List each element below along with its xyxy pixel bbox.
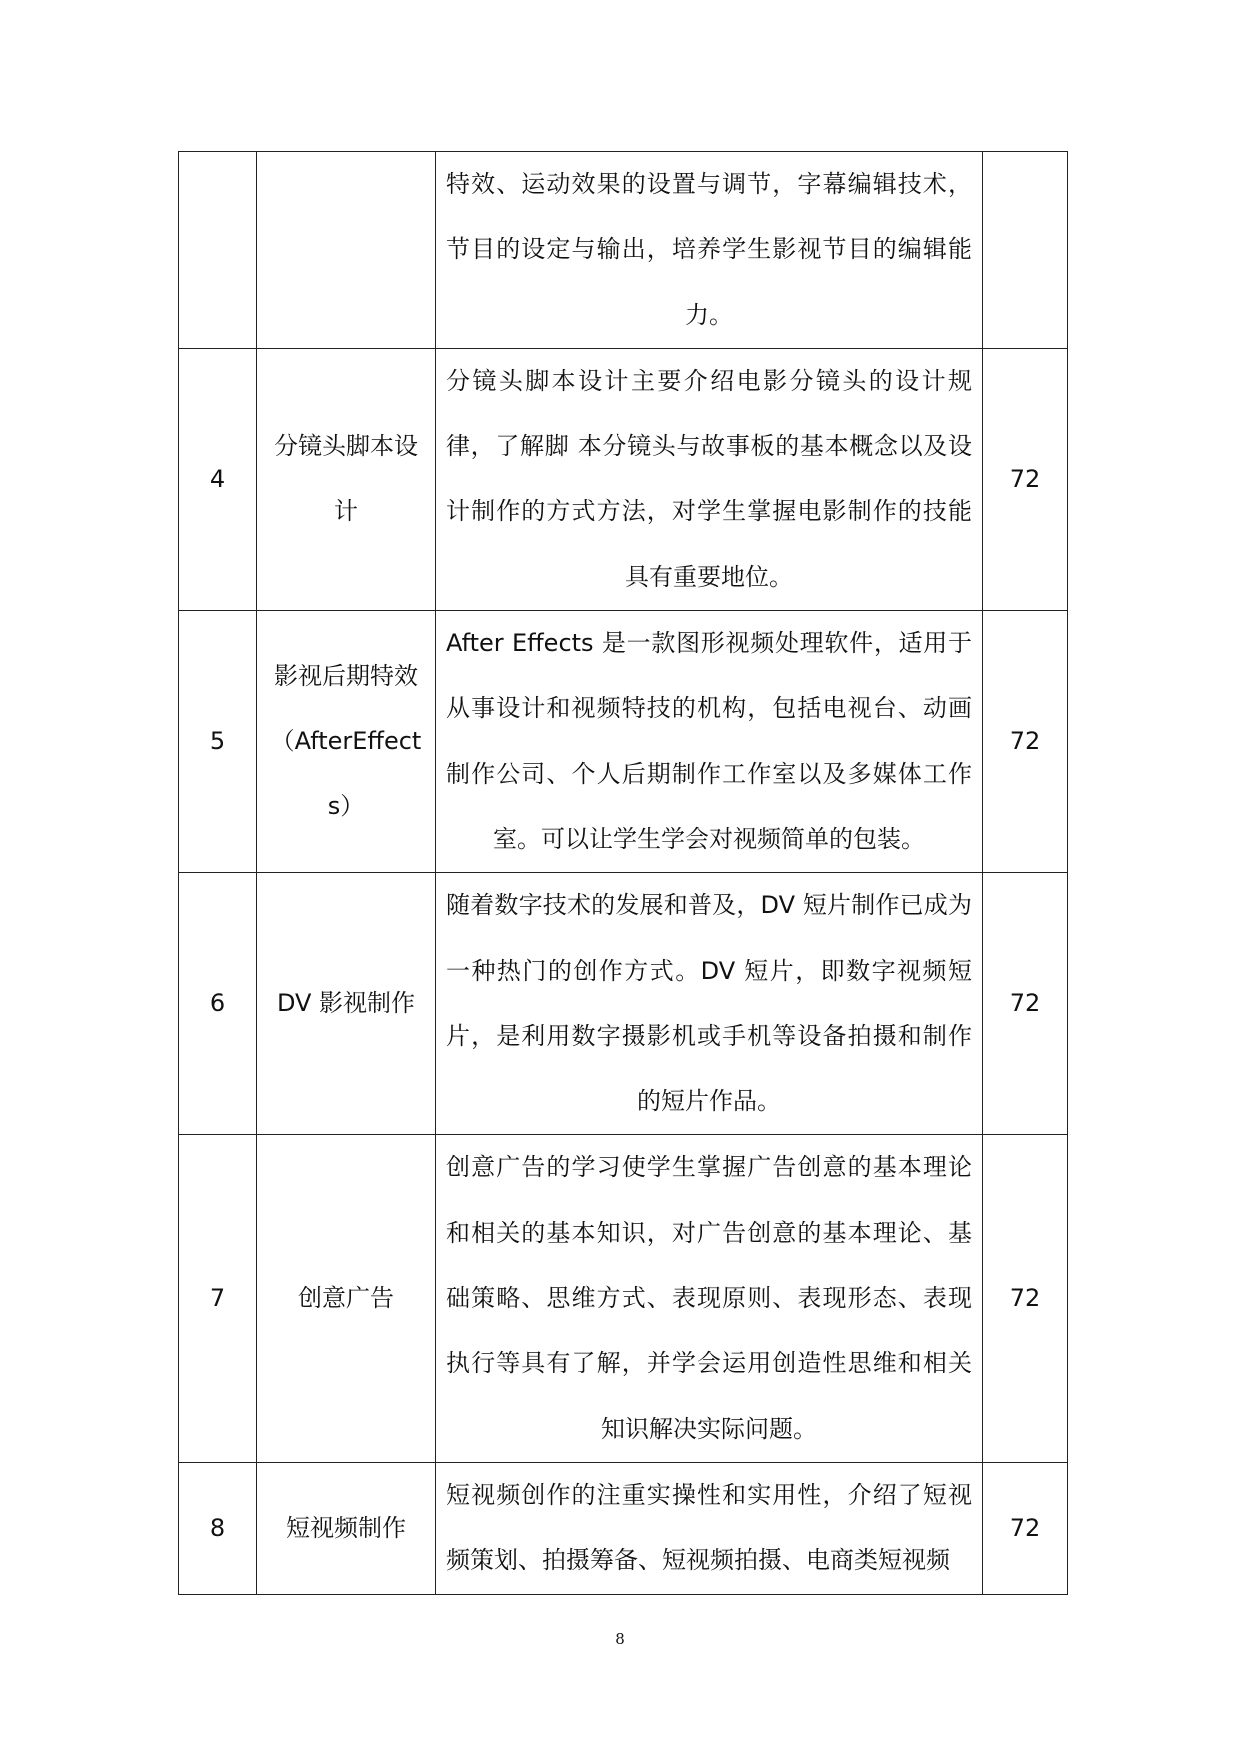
table-row (179, 1462, 1068, 1594)
table-row (179, 873, 1068, 1135)
table-row (179, 348, 1068, 610)
index-cell: 8 (179, 1462, 257, 1594)
hours-cell: 72 (983, 1135, 1068, 1462)
hours-cell (983, 152, 1068, 349)
description-cell: 随着数字技术的发展和普及，DV 短片制作已成为一种热门的创作方式。DV 短片，即数字视频短片，是利用数字摄影机或手机等设备拍摄和制作的短片作品。 (436, 873, 983, 1135)
course-name-cell (257, 152, 436, 349)
description-cell: After Effects 是一款图形视频处理软件，适用于从事设计和视频特技的机构，包括电视台、动画制作公司、个人后期制作工作室以及多媒体工作室。可以让学生学会对视频简单的包装。 (436, 611, 983, 873)
course-name-cell: 短视频制作 (257, 1462, 436, 1594)
table-row (179, 1135, 1068, 1462)
description-cell: 创意广告的学习使学生掌握广告创意的基本理论和相关的基本知识，对广告创意的基本理论、基础策略、思维方式、表现原则、表现形态、表现执行等具有了解，并学会运用创造性思维和相关知识解决实际问题。 (436, 1135, 983, 1462)
hours-cell: 72 (983, 873, 1068, 1135)
hours-cell: 72 (983, 348, 1068, 610)
course-name-cell: 分镜头脚本设计 (257, 348, 436, 610)
course-name-cell: 影视后期特效（AfterEffects） (257, 611, 436, 873)
index-cell: 5 (179, 611, 257, 873)
table-row (179, 152, 1068, 349)
course-name-cell: DV 影视制作 (257, 873, 436, 1135)
course-name-cell: 创意广告 (257, 1135, 436, 1462)
table-row (179, 611, 1068, 873)
description-cell: 分镜头脚本设计主要介绍电影分镜头的设计规律，了解脚 本分镜头与故事板的基本概念以及设计制作的方式方法，对学生掌握电影制作的技能具有重要地位。 (436, 348, 983, 610)
hours-cell: 72 (983, 1462, 1068, 1594)
index-cell: 7 (179, 1135, 257, 1462)
index-cell: 4 (179, 348, 257, 610)
hours-cell: 72 (983, 611, 1068, 873)
description-cell: 短视频创作的注重实操性和实用性，介绍了短视频策划、拍摄筹备、短视频拍摄、电商类短视频 (436, 1462, 983, 1594)
course-table (178, 151, 1068, 1595)
page-number: 8 (615, 1630, 625, 1648)
description-cell: 特效、运动效果的设置与调节，字幕编辑技术，节目的设定与输出，培养学生影视节目的编辑能力。 (436, 152, 983, 349)
index-cell: 6 (179, 873, 257, 1135)
index-cell (179, 152, 257, 349)
